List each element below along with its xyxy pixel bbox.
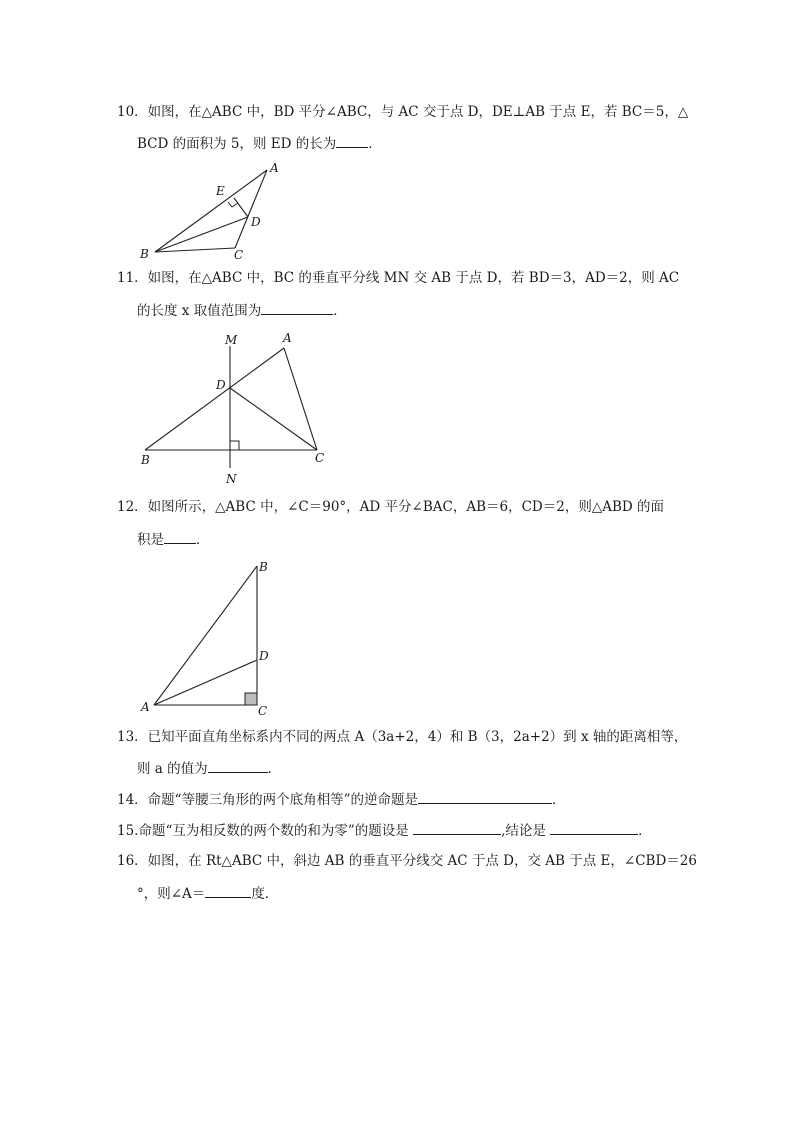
question-12-answer-blank[interactable] <box>164 531 196 544</box>
label-B: B <box>259 560 268 574</box>
segment-BC <box>155 248 235 252</box>
right-angle-mark <box>245 693 257 705</box>
question-12-line-2 <box>137 531 210 548</box>
label-A: A <box>270 161 279 175</box>
question-11-line-1: 11．如图，在△ABC 中，BC 的垂直平分线 MN 交 AB 于点 D，若 BD＝3，AD＝2，则 AC <box>117 270 680 286</box>
label-M: M <box>225 333 238 347</box>
label-D: D <box>216 378 226 392</box>
question-15-conclusion-blank[interactable] <box>550 822 638 835</box>
question-16-end: 度． <box>251 886 279 902</box>
label-C: C <box>258 704 268 718</box>
question-14-answer-blank[interactable] <box>418 791 552 804</box>
question-15 <box>117 822 677 839</box>
segment-AC <box>284 348 317 450</box>
segment-BD <box>155 217 248 252</box>
segment-DC <box>230 388 317 450</box>
question-10-line-1: 10．如图，在△ABC 中，BD 平分∠ABC，与 AC 交于点 D，DE⊥AB 于点 E，若 BC＝5，△ <box>117 104 689 120</box>
label-C: C <box>234 248 244 262</box>
question-15-premise-blank[interactable] <box>413 822 501 835</box>
question-13-line-2 <box>137 760 281 777</box>
question-14-end: ． <box>551 792 566 808</box>
right-angle-mark <box>228 202 238 207</box>
question-10-figure <box>137 160 287 265</box>
question-12-end: ． <box>196 532 210 548</box>
question-15-end: ． <box>638 823 652 839</box>
question-16-text: °，则∠A＝ <box>137 886 206 902</box>
question-11-end: ． <box>333 303 347 319</box>
segment-BA <box>145 348 284 450</box>
question-15-middle: ,结论是 <box>501 823 546 839</box>
question-10-text: BCD 的面积为 5，则 ED 的长为 <box>137 136 337 152</box>
label-C: C <box>315 451 325 465</box>
question-16-answer-blank[interactable] <box>205 885 251 898</box>
question-12-figure <box>137 556 277 721</box>
question-14-text: 14．命题“等腰三角形的两个底角相等”的逆命题是 <box>117 792 418 808</box>
question-11-figure <box>137 328 332 488</box>
label-B: B <box>140 247 149 261</box>
question-13-end: ． <box>267 761 282 777</box>
question-11-line-2 <box>137 302 347 319</box>
question-16-line-2 <box>137 885 278 902</box>
segment-AD <box>154 660 257 705</box>
label-A: A <box>283 331 292 345</box>
question-13-answer-blank[interactable] <box>208 760 268 773</box>
right-angle-mark <box>230 441 239 450</box>
question-10-answer-blank[interactable] <box>336 135 368 148</box>
question-13-text: 则 a 的值为 <box>137 761 208 777</box>
question-10-end: ． <box>368 136 382 152</box>
label-D: D <box>259 649 269 663</box>
label-A: A <box>141 700 150 714</box>
label-B: B <box>141 453 150 467</box>
segment-AB <box>154 566 257 705</box>
question-11-answer-blank[interactable] <box>261 302 333 315</box>
question-13-line-1: 13．已知平面直角坐标系内不同的两点 A（3a+2，4）和 B（3，2a+2）到 x 轴的距离相等， <box>117 729 688 745</box>
question-10-line-2 <box>137 135 382 152</box>
label-E: E <box>216 184 225 198</box>
question-15-text: 15.命题“互为相反数的两个数的和为零”的题设是 <box>117 823 409 839</box>
label-N: N <box>226 472 237 486</box>
label-D: D <box>251 215 261 229</box>
question-16-line-1: 16．如图，在 Rt△ABC 中，斜边 AB 的垂直平分线交 AC 于点 D，交 AB 于点 E，∠CBD＝26 <box>117 853 697 869</box>
segment-DE <box>234 198 248 217</box>
question-12-line-1: 12．如图所示，△ABC 中，∠C＝90°，AD 平分∠BAC，AB＝6，CD＝2，则△ABD 的面 <box>117 499 665 515</box>
question-12-text: 积是 <box>137 532 164 548</box>
question-14 <box>117 791 677 808</box>
question-11-text: 的长度 x 取值范围为 <box>137 303 262 319</box>
